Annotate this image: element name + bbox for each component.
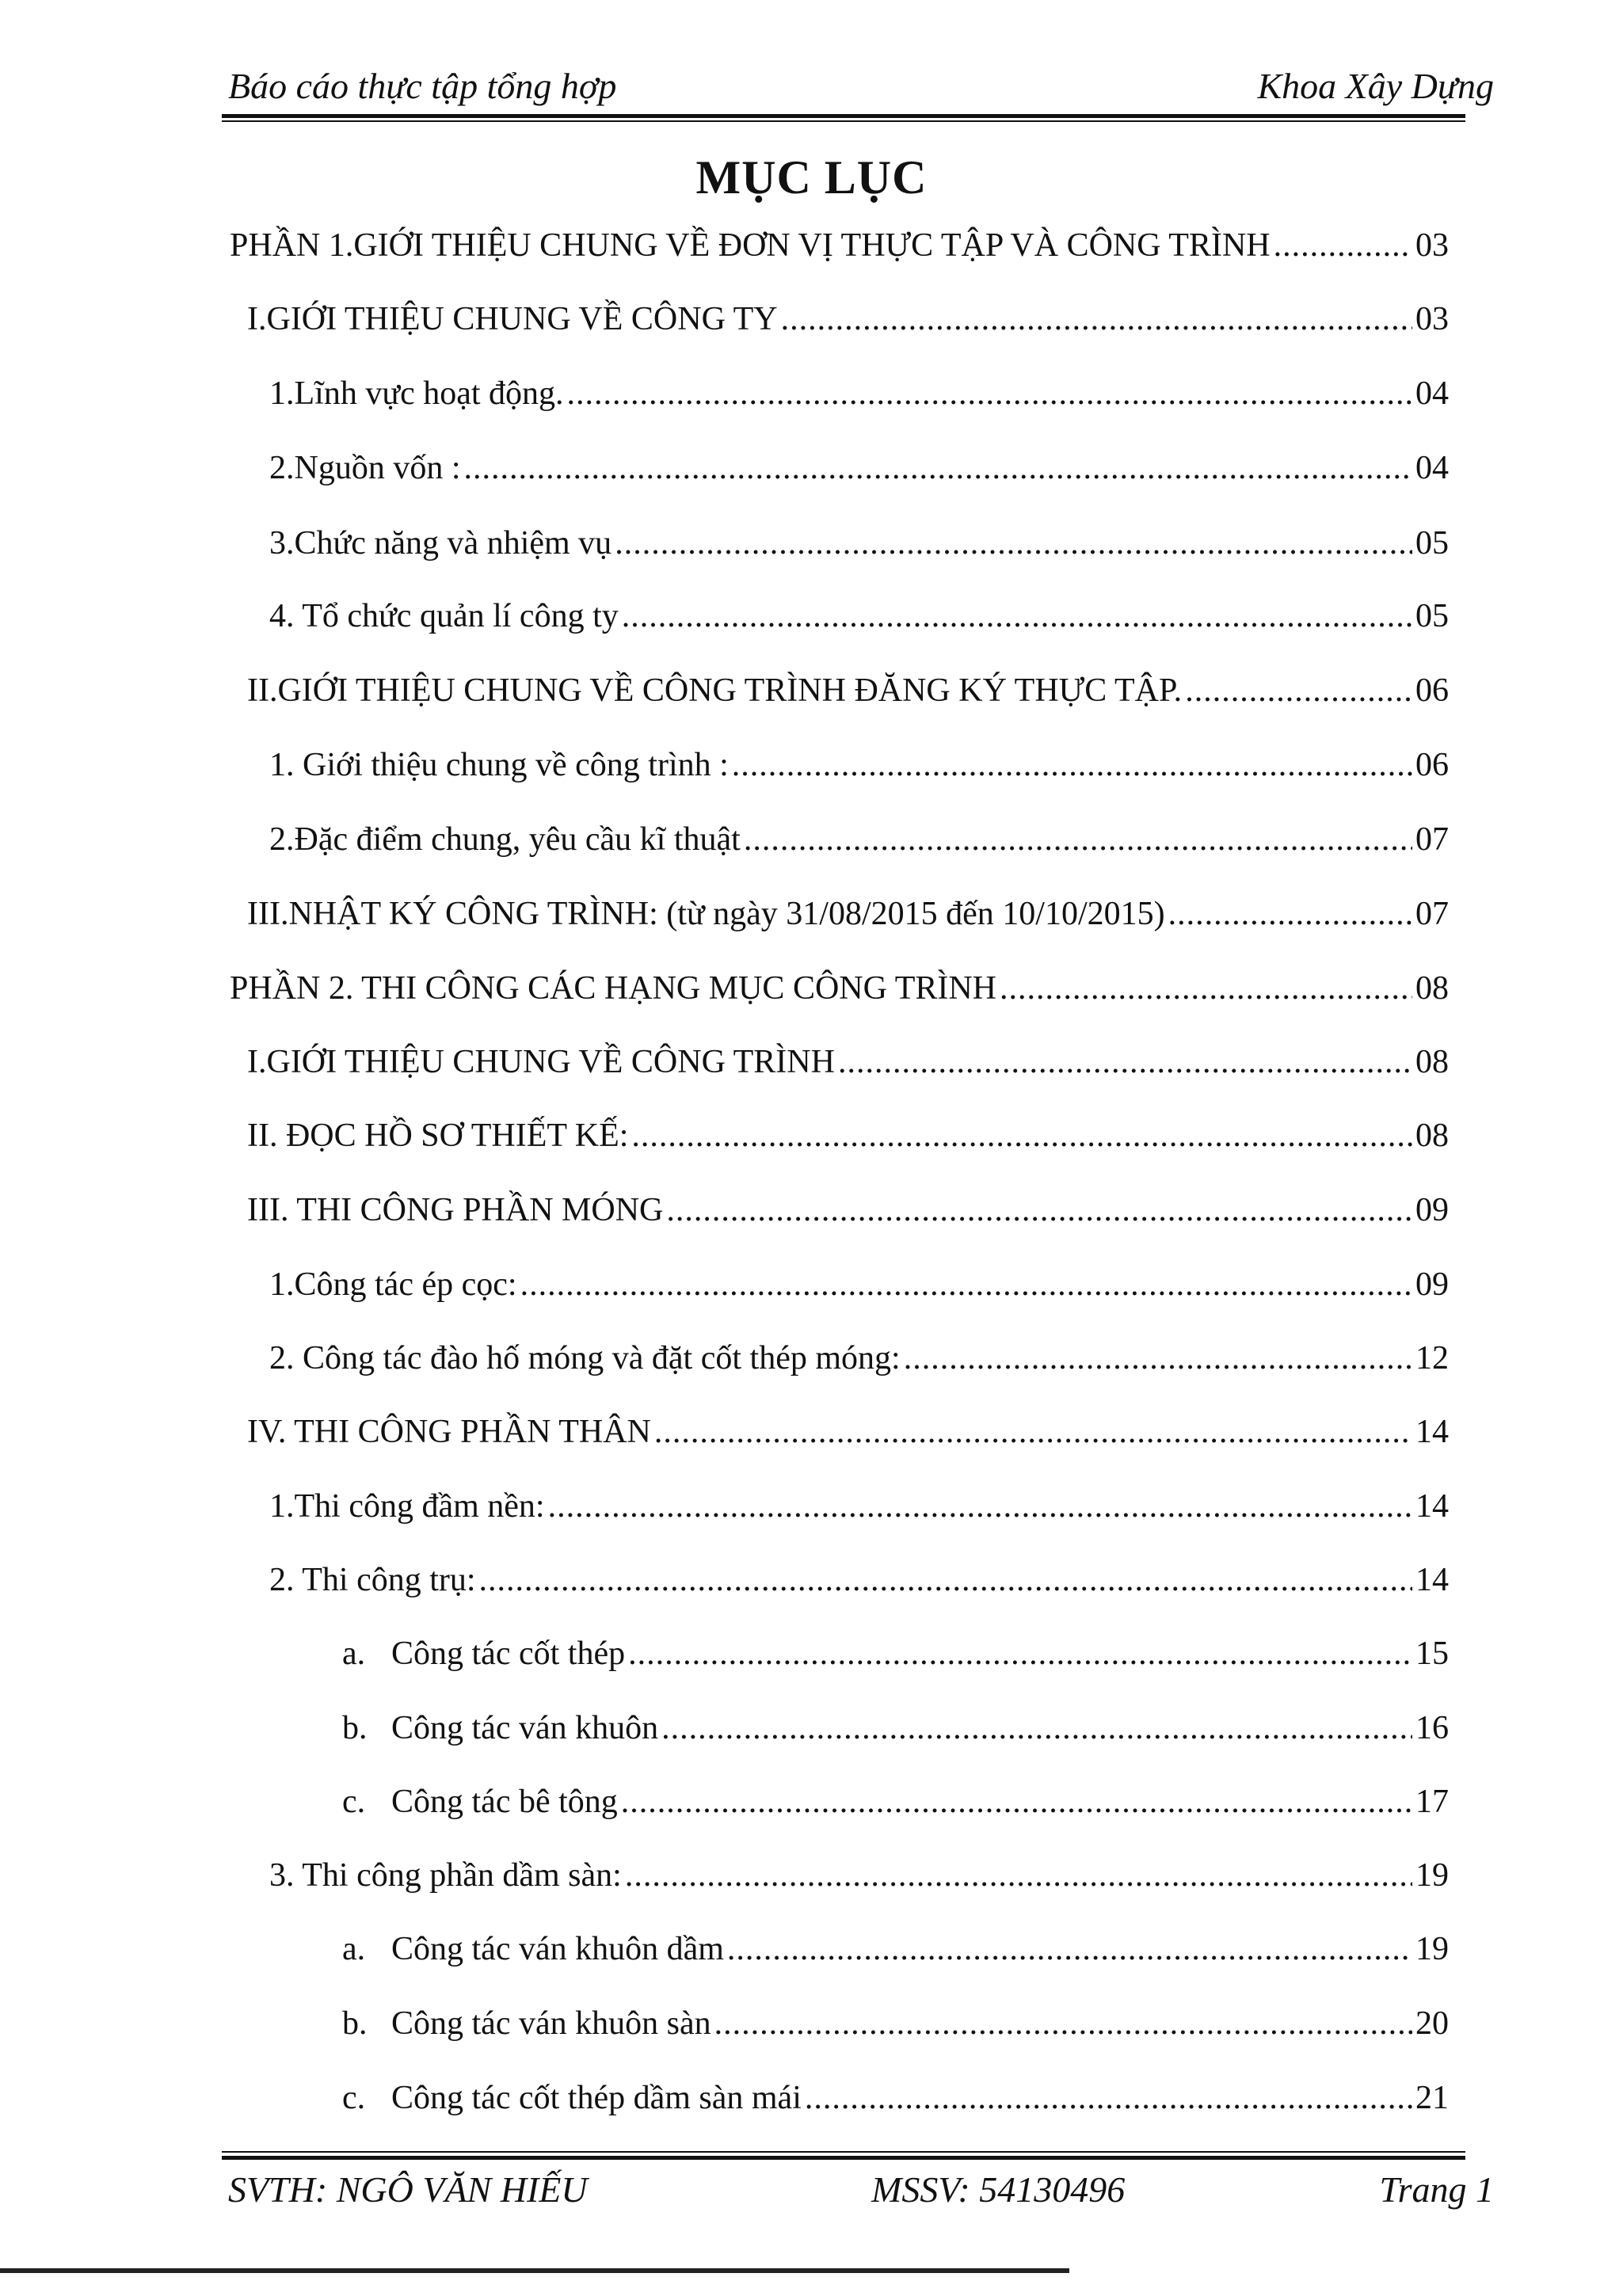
toc-entry-text: II.GIỚI THIỆU CHUNG VỀ CÔNG TRÌNH ĐĂNG KÝ THỰC TẬP. — [247, 672, 1183, 709]
toc-entry[interactable] — [269, 592, 1449, 640]
toc-page-number: 15 — [1415, 1635, 1449, 1672]
toc-entry-text: 4. Tổ chức quản lí công ty — [269, 598, 619, 634]
header-faculty: Khoa Xây Dựng — [1257, 66, 1494, 106]
toc-entry-text: I.GIỚI THIỆU CHUNG VỀ CÔNG TRÌNH — [247, 1044, 835, 1080]
toc-entry-text: 1. Giới thiệu chung về công trình : — [269, 747, 729, 783]
toc-dot-leader — [714, 2000, 1412, 2047]
toc-entry[interactable] — [269, 370, 1449, 417]
toc-dot-leader — [479, 1556, 1412, 1604]
toc-dot-leader — [631, 1112, 1412, 1159]
toc-title: MỤC LỤC — [695, 151, 928, 204]
toc-entry-text: II. ĐỌC HỒ SƠ THIẾT KẾ: — [247, 1118, 629, 1154]
toc-page-number: 20 — [1415, 2005, 1449, 2042]
toc-page-number: 03 — [1415, 227, 1449, 264]
toc-page-number: 07 — [1415, 896, 1449, 932]
header-report-title: Báo cáo thực tập tổng hợp — [228, 66, 617, 106]
toc-dot-leader — [628, 1630, 1412, 1677]
toc-page-number: 06 — [1415, 672, 1449, 709]
toc-dot-leader — [625, 1852, 1412, 1899]
footer-student-name: SVTH: NGÔ VĂN HIẾU — [228, 2169, 588, 2210]
toc-entry-text: Công tác ván khuôn — [391, 1710, 659, 1746]
toc-dot-leader — [744, 816, 1412, 863]
toc-entry-text: 1.Thi công đầm nền: — [269, 1488, 545, 1525]
toc-entry-text: Công tác cốt thép dầm sàn mái — [391, 2080, 802, 2116]
toc-entry[interactable] — [269, 816, 1449, 863]
toc-entry-label: c. — [342, 2080, 366, 2116]
toc-entry-text: 2. Công tác đào hố móng và đặt cốt thép móng: — [269, 1340, 901, 1376]
toc-entry[interactable] — [247, 1408, 1449, 1456]
toc-entry[interactable] — [247, 1038, 1449, 1086]
toc-entry[interactable] — [342, 1778, 1449, 1826]
toc-entry-text: Công tác ván khuôn sàn — [391, 2005, 711, 2042]
footer-rule-thin — [222, 2151, 1465, 2153]
footer-rule-thick — [222, 2156, 1465, 2160]
toc-entry-part1[interactable] — [230, 222, 1449, 269]
toc-entry[interactable] — [269, 1261, 1449, 1308]
toc-entry-label: b. — [342, 2005, 368, 2042]
page-edge-divider — [0, 2268, 1069, 2273]
toc-dot-leader — [661, 1704, 1412, 1752]
toc-page-number: 14 — [1415, 1414, 1449, 1450]
toc-entry[interactable] — [342, 1704, 1449, 1752]
toc-entry-text: Công tác ván khuôn dầm — [391, 1931, 724, 1967]
toc-entry-text: I.GIỚI THIỆU CHUNG VỀ CÔNG TY — [247, 301, 778, 337]
toc-entry-label: a. — [342, 1635, 366, 1672]
toc-dot-leader — [904, 1335, 1412, 1382]
toc-entry[interactable] — [269, 520, 1449, 567]
toc-entry[interactable] — [247, 1112, 1449, 1159]
toc-dot-leader — [781, 295, 1412, 343]
toc-entry[interactable] — [342, 1925, 1449, 1973]
toc-entry[interactable] — [269, 741, 1449, 789]
toc-page-number: 04 — [1415, 375, 1449, 412]
toc-entry[interactable] — [269, 1335, 1449, 1382]
toc-entry[interactable] — [247, 890, 1449, 938]
toc-page-number: 04 — [1415, 450, 1449, 486]
toc-dot-leader — [622, 592, 1412, 640]
toc-page-number: 17 — [1415, 1784, 1449, 1820]
toc-page-number: 16 — [1415, 1710, 1449, 1746]
toc-entry-text: 3.Chức năng và nhiệm vụ — [269, 525, 612, 562]
toc-entry-text: 1.Lĩnh vực hoạt động. — [269, 375, 564, 412]
toc-entry[interactable] — [269, 1556, 1449, 1604]
toc-page-number: 03 — [1415, 301, 1449, 337]
toc-dot-leader — [838, 1038, 1412, 1086]
toc-entry-text: Công tác bê tông — [391, 1784, 618, 1820]
toc-entry-text: PHẦN 1.GIỚI THIỆU CHUNG VỀ ĐƠN VỊ THỰC TẬP VÀ CÔNG TRÌNH — [230, 227, 1271, 264]
toc-page-number: 06 — [1415, 747, 1449, 783]
toc-entry[interactable] — [247, 1186, 1449, 1234]
toc-dot-leader — [621, 1778, 1412, 1826]
toc-dot-leader — [548, 1483, 1412, 1530]
toc-dot-leader — [1000, 965, 1412, 1012]
toc-entry[interactable] — [269, 1483, 1449, 1530]
toc-page-number: 19 — [1415, 1931, 1449, 1967]
toc-entry-text: III. THI CÔNG PHẦN MÓNG — [247, 1192, 664, 1228]
toc-dot-leader — [464, 444, 1413, 492]
toc-entry[interactable] — [247, 667, 1449, 714]
toc-page-number: 09 — [1415, 1266, 1449, 1303]
toc-entry-text: III.NHẬT KÝ CÔNG TRÌNH: (từ ngày 31/08/2015 đến 10/10/2015) — [247, 896, 1165, 932]
footer-student-id: MSSV: 54130496 — [871, 2169, 1126, 2210]
toc-entry-text: 2.Đặc điểm chung, yêu cầu kĩ thuật — [269, 821, 741, 858]
toc-entry-label: b. — [342, 1710, 368, 1746]
toc-page-number: 12 — [1415, 1340, 1449, 1376]
toc-dot-leader — [1168, 890, 1412, 938]
toc-entry-text: PHẦN 2. THI CÔNG CÁC HẠNG MỤC CÔNG TRÌNH — [230, 970, 997, 1007]
toc-page-number: 21 — [1415, 2080, 1449, 2116]
toc-entry-part2[interactable] — [230, 965, 1449, 1012]
toc-entry-label: c. — [342, 1784, 366, 1820]
toc-entry[interactable] — [269, 444, 1449, 492]
toc-dot-leader — [732, 741, 1412, 789]
page-footer — [228, 2168, 1494, 2216]
toc-page-number: 05 — [1415, 598, 1449, 634]
toc-dot-leader — [615, 520, 1412, 567]
toc-page-number: 09 — [1415, 1192, 1449, 1228]
toc-entry[interactable] — [247, 295, 1449, 343]
toc-entry-label: a. — [342, 1931, 366, 1967]
toc-page-number: 19 — [1415, 1857, 1449, 1894]
toc-dot-leader — [1274, 222, 1412, 269]
toc-entry-text: 2.Nguồn vốn : — [269, 450, 461, 486]
toc-page-number: 08 — [1415, 1118, 1449, 1154]
toc-entry-text: 3. Thi công phần dầm sàn: — [269, 1857, 622, 1894]
toc-dot-leader — [805, 2074, 1412, 2122]
toc-entry[interactable] — [342, 2000, 1449, 2047]
toc-page-number: 14 — [1415, 1488, 1449, 1525]
footer-page-number: Trang 1 — [1379, 2169, 1494, 2210]
toc-dot-leader — [1185, 667, 1412, 714]
toc-dot-leader — [666, 1186, 1412, 1234]
toc-entry[interactable] — [269, 1852, 1449, 1899]
toc-entry[interactable] — [342, 2074, 1449, 2122]
toc-page-number: 08 — [1415, 1044, 1449, 1080]
toc-page-number: 14 — [1415, 1562, 1449, 1598]
toc-page-number: 05 — [1415, 525, 1449, 562]
toc-page-number: 08 — [1415, 970, 1449, 1007]
toc-entry-text: 2. Thi công trụ: — [269, 1562, 476, 1598]
toc-entry[interactable] — [342, 1630, 1449, 1677]
toc-entry-text: 1.Công tác ép cọc: — [269, 1266, 517, 1303]
toc-dot-leader — [567, 370, 1412, 417]
toc-dot-leader — [654, 1408, 1412, 1456]
toc-entry-text: Công tác cốt thép — [391, 1635, 626, 1672]
toc-entry-text: IV. THI CÔNG PHẦN THÂN — [247, 1414, 651, 1450]
toc-page-number: 07 — [1415, 821, 1449, 858]
toc-dot-leader — [727, 1925, 1412, 1973]
toc-dot-leader — [520, 1261, 1412, 1308]
